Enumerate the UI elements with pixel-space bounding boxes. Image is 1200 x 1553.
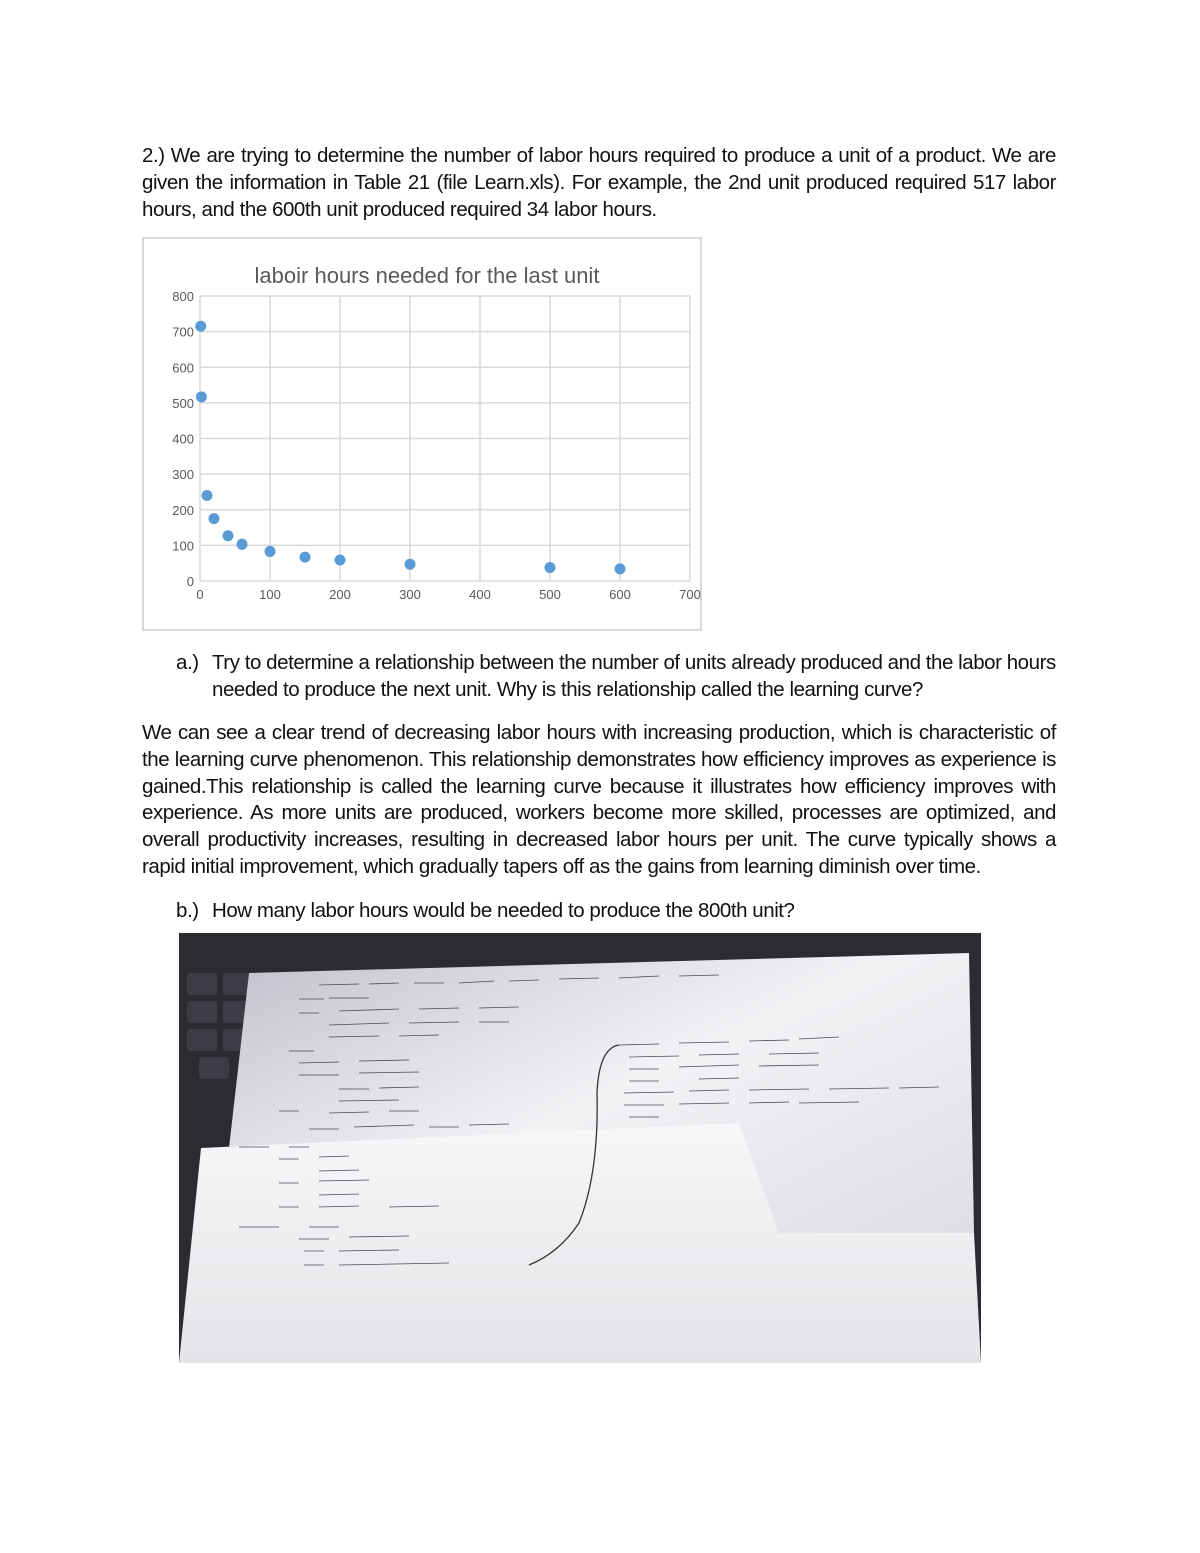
data-point	[196, 391, 207, 402]
x-tick-label: 100	[259, 587, 281, 602]
answer-a-paragraph: We can see a clear trend of decreasing labor hours with increasing production, which is characteristic of the learning curve phenomenon. This relationship demonstrates how efficiency improves as experience is gained.This relationship is called the learning curve because it illustrates how efficiency improves with experience. As more units are produced, workers become more skilled, processes are optimized, and overall productivity increases, resulting in decreased labor hours per unit. The curve typically shows a rapid initial improvement, which gradually tapers off as the gains from learning diminish over time.	[142, 721, 1056, 878]
question-a	[176, 650, 1056, 704]
data-point	[405, 559, 416, 570]
question-a-label: a.)	[176, 651, 199, 674]
data-point	[615, 563, 626, 574]
chart-title: laboir hours needed for the last unit	[254, 263, 600, 288]
photo-illustration	[179, 933, 981, 1363]
data-point	[202, 490, 213, 501]
question-b-text: How many labor hours would be needed to produce the 800th unit?	[212, 899, 795, 922]
y-tick-label: 300	[172, 467, 194, 483]
handwritten-notes-photo	[179, 933, 981, 1363]
x-tick-label: 0	[196, 587, 204, 602]
y-tick-label: 400	[172, 431, 194, 447]
data-point	[237, 539, 248, 550]
data-point	[209, 513, 220, 524]
x-tick-label: 500	[539, 587, 561, 602]
x-tick-label: 600	[609, 587, 631, 602]
data-point	[195, 321, 206, 332]
data-point	[335, 554, 346, 565]
data-point	[545, 562, 556, 573]
chart-canvas	[144, 239, 704, 633]
scatter-chart	[142, 237, 702, 631]
question-a-text: Try to determine a relationship between the number of units already produced and the labor hours needed to produce the next unit. Why is this relationship called the learning curve?	[212, 651, 1056, 701]
question-b-label: b.)	[176, 899, 199, 922]
y-tick-label: 0	[186, 574, 194, 589]
question-b	[176, 898, 1056, 925]
intro-paragraph: 2.) We are trying to determine the number of labor hours required to produce a unit of a product. We are given the information in Table 21 (file Learn.xls). For example, the 2nd unit produced required 517 labor hours, and the 600th unit produced required 34 labor hours.	[142, 144, 1056, 221]
x-tick-label: 200	[329, 587, 351, 602]
y-tick-label: 800	[172, 289, 194, 304]
x-tick-label: 400	[469, 587, 491, 602]
y-tick-label: 200	[172, 502, 194, 518]
x-tick-label: 300	[399, 587, 421, 602]
data-point	[223, 530, 234, 541]
data-point	[300, 552, 311, 563]
data-point	[265, 546, 276, 557]
x-tick-label: 700	[679, 587, 701, 602]
y-tick-label: 700	[172, 324, 194, 340]
y-tick-label: 100	[172, 538, 194, 554]
y-tick-label: 600	[172, 360, 194, 376]
y-tick-label: 500	[172, 395, 194, 411]
